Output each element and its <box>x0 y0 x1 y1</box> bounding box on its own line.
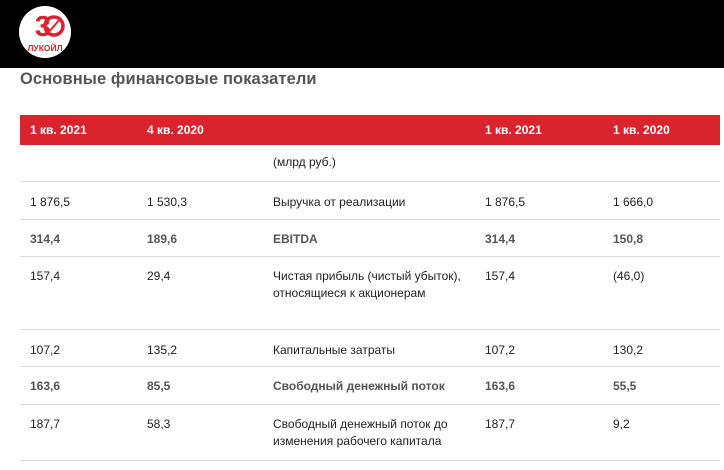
table-row <box>20 405 720 461</box>
row-label: Свободный денежный поток до изменения рабочего капитала <box>273 417 448 448</box>
value-q1-2021: 107,2 <box>30 343 61 357</box>
table-row <box>20 330 720 367</box>
value-q4-2020: 58,3 <box>147 417 171 431</box>
value-q1-2020: 1 666,0 <box>613 195 654 209</box>
value-q1-2020: 150,8 <box>613 232 644 246</box>
header-q1-2021: 1 кв. 2021 <box>30 123 87 137</box>
value-q1-2020: 55,5 <box>613 379 637 393</box>
value-q1-2020: 130,2 <box>613 343 644 357</box>
value-q1-2021-compare: 107,2 <box>485 343 516 357</box>
value-q1-2020: (46,0) <box>613 269 645 283</box>
value-q1-2021: 187,7 <box>30 417 61 431</box>
value-q4-2020: 135,2 <box>147 343 178 357</box>
lukoil-30-logo[interactable] <box>19 6 71 58</box>
value-q4-2020: 1 530,3 <box>147 195 188 209</box>
header-q1-2021-compare: 1 кв. 2021 <box>485 123 542 137</box>
value-q1-2021-compare: 1 876,5 <box>485 195 526 209</box>
row-label: Чистая прибыль (чистый убыток), относящиеся к акционерам <box>273 269 461 300</box>
page-title: Основные финансовые показатели <box>20 70 317 88</box>
table-row <box>20 182 720 220</box>
row-label: Свободный денежный поток <box>273 379 445 393</box>
header-q4-2020: 4 кв. 2020 <box>147 123 204 137</box>
value-q4-2020: 189,6 <box>147 232 178 246</box>
value-q1-2021: 157,4 <box>30 269 61 283</box>
svg-text:3: 3 <box>34 11 52 43</box>
top-bar <box>0 0 724 68</box>
value-q1-2020: 9,2 <box>613 417 630 431</box>
svg-text:ЛУКОЙЛ: ЛУКОЙЛ <box>27 43 63 53</box>
value-q1-2021: 163,6 <box>30 379 61 393</box>
value-q1-2021-compare: 163,6 <box>485 379 516 393</box>
value-q4-2020: 85,5 <box>147 379 171 393</box>
value-q1-2021-compare: 187,7 <box>485 417 516 431</box>
financial-table <box>20 115 720 461</box>
header-q1-2020: 1 кв. 2020 <box>613 123 670 137</box>
unit-row <box>20 145 720 182</box>
value-q1-2021: 1 876,5 <box>30 195 71 209</box>
row-label: EBITDA <box>273 232 318 246</box>
table-row <box>20 257 720 330</box>
value-q4-2020: 29,4 <box>147 269 171 283</box>
table-row <box>20 367 720 405</box>
value-q1-2021: 314,4 <box>30 232 61 246</box>
unit-label: (млрд руб.) <box>273 155 336 169</box>
row-label: Выручка от реализации <box>273 195 406 209</box>
row-label: Капитальные затраты <box>273 343 396 357</box>
value-q1-2021-compare: 314,4 <box>485 232 516 246</box>
table-header <box>20 115 720 145</box>
value-q1-2021-compare: 157,4 <box>485 269 516 283</box>
table-row <box>20 220 720 257</box>
